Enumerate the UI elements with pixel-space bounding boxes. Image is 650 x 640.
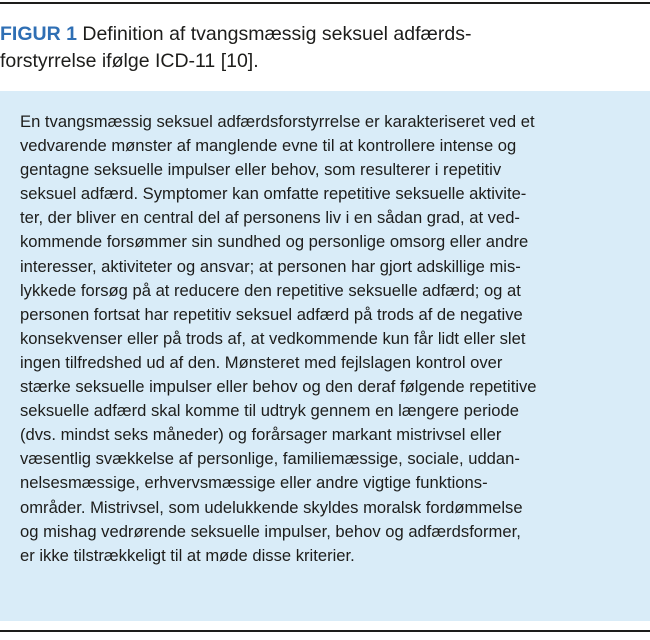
definition-line: lykkede forsøg på at reducere den repetitive seksuelle adfærd; og at <box>20 280 521 300</box>
definition-line: gentagne seksuelle impulser eller behov, som resulterer i repetitiv <box>20 160 502 180</box>
definition-line: seksuelle adfærd skal komme til udtryk gennem en længere periode <box>20 401 519 421</box>
bottom-rule <box>0 630 650 632</box>
definition-line: er ikke tilstrækkeligt til at møde disse kriterier. <box>20 545 355 565</box>
definition-line: og mishag vedrørende seksuelle impulser, behov og adfærdsformer, <box>20 521 521 541</box>
definition-line: ter, der bliver en central del af personens liv i en sådan grad, at ved- <box>20 208 520 228</box>
definition-line: områder. Mistrivsel, som udelukkende skyldes moralsk fordømmelse <box>20 497 523 517</box>
definition-line: vedvarende mønster af manglende evne til at kontrollere intense og <box>20 136 517 156</box>
definition-line: konsekvenser eller på trods af, at vedkommende kun får lidt eller slet <box>20 328 526 348</box>
definition-line: ingen tilfredshed ud af den. Mønsteret med fejlslagen kontrol over <box>20 352 503 372</box>
definition-line: kommende forsømmer sin sundhed og personlige omsorg eller andre <box>20 232 529 252</box>
definition-line: (dvs. mindst seks måneder) og forårsager markant mistrivsel eller <box>20 425 502 445</box>
definition-line: seksuel adfærd. Symptomer kan omfatte repetitive seksuelle aktivite- <box>20 184 527 204</box>
definition-line: nelsesmæssige, erhvervsmæssige eller andre vigtige funktions- <box>20 473 488 493</box>
caption-line-2: forstyrrelse ifølge ICD-11 [10]. <box>0 50 259 72</box>
caption-line-1: Definition af tvangsmæssig seksuel adfærds- <box>82 23 472 45</box>
definition-line: væsentlig svækkelse af personlige, familiemæssige, sociale, uddan- <box>20 449 520 469</box>
figure-label: FIGUR 1 <box>0 23 77 45</box>
definition-line: interesser, aktiviteter og ansvar; at personen har gjort adskillige mis- <box>20 256 521 276</box>
figure-caption <box>0 21 640 75</box>
top-rule <box>0 2 650 4</box>
definition-line: stærke seksuelle impulser eller behov og den deraf følgende repetitive <box>20 377 537 397</box>
definition-text <box>20 110 632 568</box>
definition-line: En tvangsmæssig seksuel adfærdsforstyrrelse er karakteriseret ved et <box>20 112 535 131</box>
definition-line: personen fortsat har repetitiv seksuel adfærd på trods af de negative <box>20 304 523 324</box>
